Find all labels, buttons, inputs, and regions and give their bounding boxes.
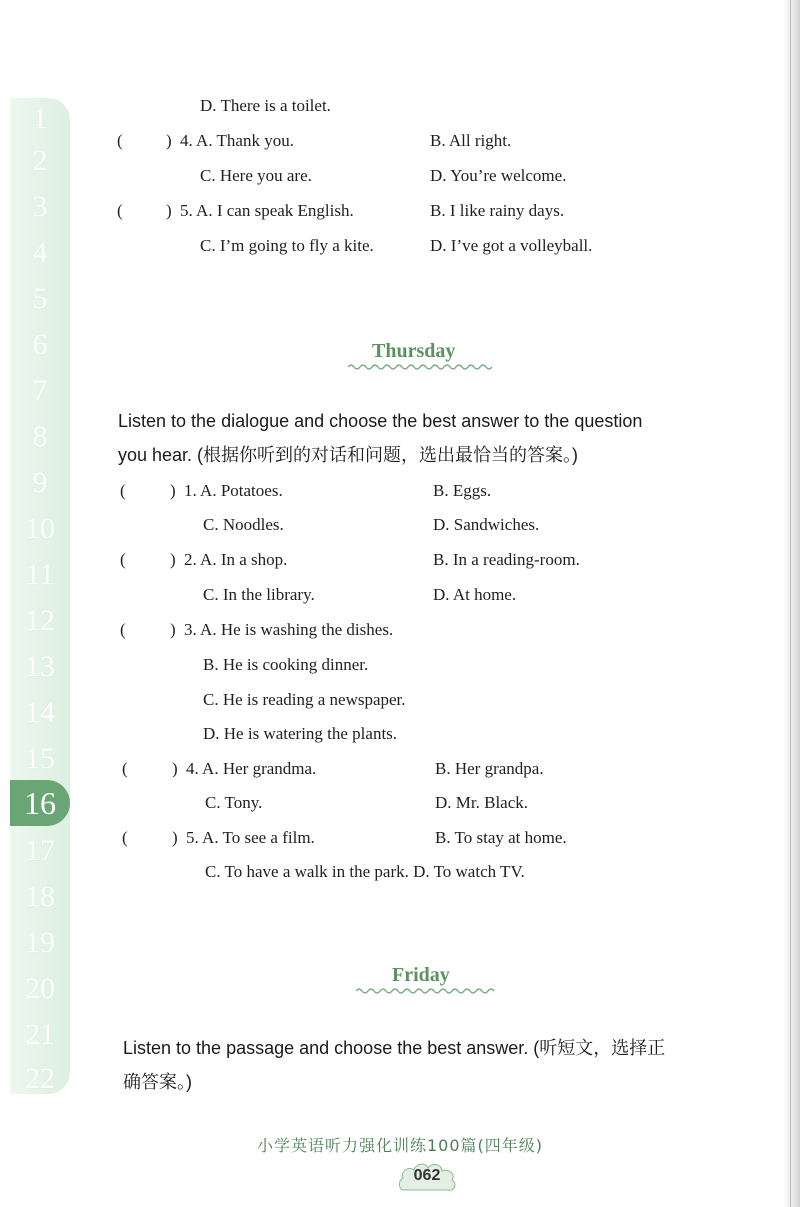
prev-q4-option-a: 4. A. Thank you. <box>180 131 294 150</box>
wavy-underline <box>356 987 496 995</box>
prev-q3-option-d: D. There is a toilet. <box>200 96 331 115</box>
side-tab-17[interactable]: 17 <box>25 834 55 867</box>
section-title-thursday: Thursday <box>372 340 456 362</box>
side-tab-strip <box>10 98 70 1094</box>
q1-option-c: C. Noodles. <box>203 515 284 534</box>
instruction-line: Listen to the dialogue and choose the best answer to the question <box>118 411 643 431</box>
side-tab-19[interactable]: 19 <box>25 926 55 959</box>
answer-paren-close: ) <box>172 828 178 847</box>
page-edge-shadow <box>782 0 800 1207</box>
answer-paren-close: ) <box>166 201 172 220</box>
side-tab-16-active[interactable]: 16 <box>10 780 70 826</box>
side-tab-20[interactable]: 20 <box>25 972 55 1005</box>
answer-paren-close: ) <box>166 131 172 150</box>
q4-option-a: 4. A. Her grandma. <box>186 759 317 778</box>
side-tab-10[interactable]: 10 <box>25 512 55 545</box>
instruction-line: you hear. (根据你听到的对话和问题，选出最恰当的答案。) <box>118 445 579 465</box>
side-tab-22[interactable]: 22 <box>25 1062 55 1095</box>
answer-paren-close: ) <box>172 759 178 778</box>
q1-option-d: D. Sandwiches. <box>433 515 540 534</box>
answer-paren-close: ) <box>170 620 176 639</box>
q3-option-a: 3. A. He is washing the dishes. <box>184 620 394 639</box>
q5-option-a: 5. A. To see a film. <box>186 828 315 847</box>
q2-option-d: D. At home. <box>433 585 517 604</box>
answer-paren-open[interactable]: ( <box>122 759 128 778</box>
side-tab-5[interactable]: 5 <box>32 282 48 315</box>
side-tab-15[interactable]: 15 <box>25 742 55 775</box>
q2-option-c: C. In the library. <box>203 585 315 604</box>
q3-option-b: B. He is cooking dinner. <box>203 655 369 674</box>
answer-paren-open[interactable]: ( <box>120 620 126 639</box>
q4-option-c: C. Tony. <box>205 793 263 812</box>
prev-q4-option-b: B. All right. <box>430 131 512 150</box>
answer-paren-open[interactable]: ( <box>122 828 128 847</box>
prev-q4-option-d: D. You’re welcome. <box>430 166 567 185</box>
side-tab-7[interactable]: 7 <box>32 374 48 407</box>
side-tab-3[interactable]: 3 <box>32 190 48 223</box>
prev-q4-option-c: C. Here you are. <box>200 166 312 185</box>
side-tab-8[interactable]: 8 <box>32 420 48 453</box>
side-tab-9[interactable]: 9 <box>32 466 48 499</box>
side-tab-14[interactable]: 14 <box>25 696 55 729</box>
side-tab-11[interactable]: 11 <box>25 558 55 591</box>
instruction-line: Listen to the passage and choose the best answer. (听短文，选择正 <box>123 1038 666 1058</box>
q2-option-b: B. In a reading-room. <box>433 550 580 569</box>
answer-paren-open[interactable]: ( <box>117 201 123 220</box>
side-tab-1[interactable]: 1 <box>32 102 48 135</box>
page-number: 062 <box>413 1167 441 1184</box>
wavy-underline <box>348 363 496 371</box>
q4-option-d: D. Mr. Black. <box>435 793 529 812</box>
q5-option-c-d: C. To have a walk in the park. D. To watch TV. <box>205 862 525 881</box>
side-tab-13[interactable]: 13 <box>25 650 55 683</box>
q1-option-a: 1. A. Potatoes. <box>184 481 283 500</box>
prev-q5-option-d: D. I’ve got a volleyball. <box>430 236 593 255</box>
side-tab-12[interactable]: 12 <box>25 604 55 637</box>
side-tab-2[interactable]: 2 <box>32 144 48 177</box>
section-title-friday: Friday <box>392 964 450 986</box>
answer-paren-open[interactable]: ( <box>120 481 126 500</box>
instruction-line: 确答案。) <box>123 1072 192 1092</box>
side-tab-4[interactable]: 4 <box>32 236 48 269</box>
answer-paren-open[interactable]: ( <box>117 131 123 150</box>
q3-option-c: C. He is reading a newspaper. <box>203 690 406 709</box>
answer-paren-close: ) <box>170 481 176 500</box>
answer-paren-close: ) <box>170 550 176 569</box>
prev-q5-option-c: C. I’m going to fly a kite. <box>200 236 374 255</box>
q1-option-b: B. Eggs. <box>433 481 492 500</box>
prev-q5-option-b: B. I like rainy days. <box>430 201 565 220</box>
q4-option-b: B. Her grandpa. <box>435 759 544 778</box>
side-tab-6[interactable]: 6 <box>32 328 48 361</box>
prev-q5-option-a: 5. A. I can speak English. <box>180 201 354 220</box>
answer-paren-open[interactable]: ( <box>120 550 126 569</box>
book-title: 小学英语听力强化训练100篇(四年级) <box>256 1136 544 1155</box>
page-edge-line <box>790 0 791 1207</box>
q5-option-b: B. To stay at home. <box>435 828 567 847</box>
side-tab-21[interactable]: 21 <box>25 1018 55 1051</box>
q2-option-a: 2. A. In a shop. <box>184 550 288 569</box>
side-tab-18[interactable]: 18 <box>25 880 55 913</box>
q3-option-d: D. He is watering the plants. <box>203 724 398 743</box>
